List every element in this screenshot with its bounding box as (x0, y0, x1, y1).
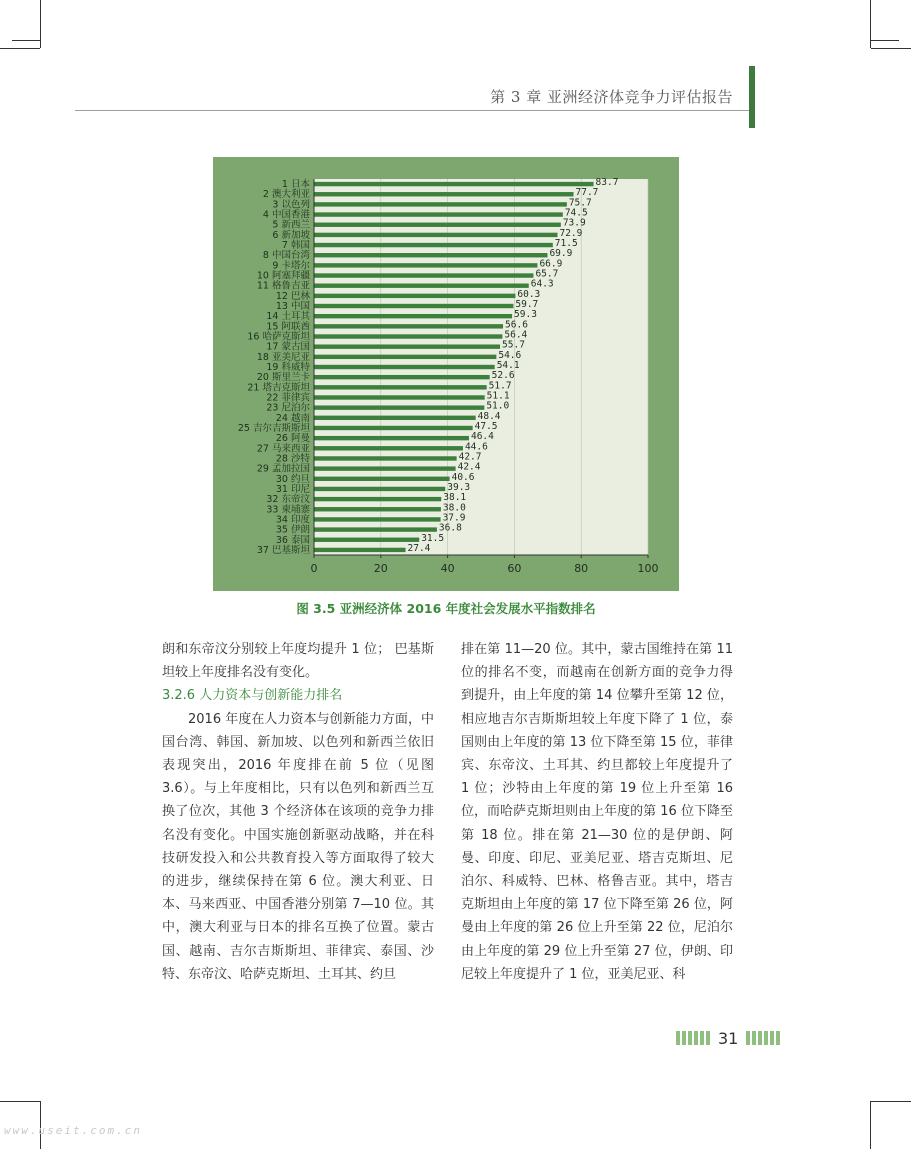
category-label: 17 蒙古国 (266, 341, 310, 353)
category-label: 19 科威特 (266, 362, 310, 373)
page-number-block (676, 1028, 780, 1048)
category-label: 12 巴林 (275, 290, 310, 302)
bar (314, 405, 484, 409)
page-stripes-right (746, 1031, 780, 1045)
crop-mark (40, 0, 41, 48)
bar (314, 436, 469, 440)
bar (314, 334, 502, 338)
value-label: 42.4 (457, 461, 481, 473)
category-label: 14 土耳其 (266, 311, 310, 323)
value-label: 39.3 (447, 481, 471, 493)
category-label: 33 柬埔寨 (266, 504, 310, 516)
bar (314, 273, 533, 277)
category-label: 35 伊朗 (275, 524, 310, 536)
category-label: 30 约旦 (275, 473, 310, 485)
value-label: 72.9 (559, 227, 583, 239)
bar (314, 243, 553, 247)
value-label: 56.6 (505, 319, 528, 331)
bar (314, 456, 457, 460)
header-accent-bar (749, 66, 755, 128)
crop-mark (871, 48, 911, 49)
category-label: 29 孟加拉国 (256, 463, 310, 475)
bar (314, 263, 537, 267)
left-column (162, 638, 434, 986)
x-tick-label: 80 (574, 562, 589, 575)
value-label: 55.7 (502, 339, 525, 351)
bar (314, 507, 441, 511)
value-label: 51.7 (488, 380, 512, 392)
x-tick-label: 60 (507, 562, 522, 575)
category-label: 34 印度 (275, 514, 310, 526)
bar (314, 182, 594, 186)
bar (314, 497, 441, 501)
bar (314, 375, 490, 379)
bar (314, 446, 463, 450)
value-label: 27.4 (407, 542, 431, 554)
value-label: 37.9 (442, 512, 466, 524)
watermark: www.useit.com.cn (4, 1124, 142, 1137)
value-label: 54.1 (496, 360, 520, 371)
category-label: 16 哈萨克斯坦 (247, 331, 310, 343)
bar (314, 324, 503, 328)
category-label: 15 阿联酋 (266, 321, 310, 333)
bar (314, 527, 437, 531)
page-number: 31 (718, 1028, 739, 1048)
category-label: 31 印尼 (275, 483, 310, 495)
page-stripes-left (676, 1031, 710, 1045)
value-label: 40.6 (451, 471, 475, 483)
bar (314, 355, 496, 359)
paragraph: 2016 年度在人力资本与创新能力方面，中国台湾、韩国、新加坡、以色列和新西兰依旧表现突出，2016 年度排在前 5 位（见图 3.6）。与上年度相比，只有以色列和新西兰互换了位次，其他 3 个经济体在该项的竞争力排名没有变化。中国实施创新驱动战略，并在科技研发投入和公共教育投入等方面取得了较大的进步，继续保持在第 6 位。澳大利亚、日本、马来西亚、中国香港分别第 7—10 位。其中，澳大利亚与日本的排名互换了位置。蒙古国、越南、吉尔吉斯斯坦、菲律宾、泰国、沙特、东帝汶、哈萨克斯坦、土耳其、约旦 (162, 711, 434, 982)
value-label: 77.7 (575, 187, 599, 199)
bar (314, 192, 574, 196)
category-label: 28 沙特 (275, 453, 310, 465)
right-column (461, 638, 733, 986)
category-label: 23 尼泊尔 (266, 402, 310, 414)
bar (314, 487, 445, 491)
category-label: 2 澳大利亚 (262, 189, 310, 201)
value-label: 51.0 (486, 400, 510, 412)
bar (314, 426, 473, 430)
value-label: 65.7 (535, 268, 559, 280)
crop-mark (871, 1101, 911, 1102)
category-label: 5 新西兰 (272, 219, 310, 231)
value-label: 48.4 (477, 410, 501, 422)
category-label: 9 卡塔尔 (272, 260, 310, 272)
value-label: 74.5 (564, 207, 588, 219)
value-label: 66.9 (539, 258, 563, 270)
crop-mark (870, 1101, 871, 1149)
category-label: 18 亚美尼亚 (256, 351, 310, 363)
value-label: 51.1 (486, 390, 510, 402)
bar (314, 395, 485, 399)
category-label: 1 日本 (281, 179, 310, 191)
section-heading: 3.2.6 人力资本与创新能力排名 (162, 688, 343, 704)
category-label: 8 中国台湾 (262, 250, 310, 262)
value-label: 83.7 (595, 177, 619, 189)
bar (314, 538, 419, 542)
value-label: 44.6 (464, 441, 488, 453)
paragraph: 朗和东帝汶分别较上年度均提升 1 位； 巴基斯坦较上年度排名没有变化。 (162, 642, 434, 681)
category-label: 37 巴基斯坦 (256, 544, 310, 556)
category-label: 3 以色列 (272, 199, 310, 211)
crop-mark (12, 40, 40, 41)
value-label: 31.5 (421, 532, 445, 544)
category-label: 11 格鲁吉亚 (256, 280, 310, 292)
crop-mark (0, 1101, 40, 1102)
bar-chart (213, 157, 679, 591)
bar (314, 223, 561, 227)
value-label: 52.6 (491, 370, 515, 382)
value-label: 54.6 (498, 349, 522, 361)
value-label: 38.1 (443, 492, 467, 504)
bar (314, 517, 441, 521)
value-label: 69.9 (549, 248, 573, 260)
bar (314, 202, 567, 206)
category-label: 21 塔吉克斯坦 (247, 382, 310, 394)
bar (314, 385, 487, 389)
bar (314, 466, 456, 470)
category-label: 26 阿曼 (275, 433, 310, 445)
category-label: 24 越南 (275, 412, 310, 424)
bar (314, 548, 406, 552)
bar (314, 212, 563, 216)
category-label: 22 菲律宾 (266, 392, 310, 404)
x-tick-label: 40 (440, 562, 455, 575)
category-label: 36 泰国 (275, 534, 310, 546)
value-label: 75.7 (568, 197, 592, 209)
value-label: 71.5 (554, 238, 578, 250)
value-label: 56.4 (504, 329, 528, 341)
bar (314, 477, 450, 481)
value-label: 60.3 (517, 288, 541, 300)
crop-mark (0, 48, 40, 49)
bar (314, 233, 557, 237)
value-label: 36.8 (438, 522, 462, 534)
bar-chart-svg (213, 157, 679, 591)
category-label: 13 中国 (275, 301, 310, 313)
value-label: 73.9 (562, 217, 586, 229)
category-label: 27 马来西亚 (256, 443, 310, 455)
figure-caption: 图 3.5 亚洲经济体 2016 年度社会发展水平指数排名 (296, 601, 596, 616)
value-label: 46.4 (470, 431, 494, 443)
bar (314, 314, 512, 318)
category-label: 32 东帝汶 (266, 494, 310, 506)
value-label: 59.7 (515, 299, 539, 311)
value-label: 64.3 (530, 278, 554, 290)
category-label: 10 阿塞拜疆 (256, 270, 310, 282)
value-label: 38.0 (442, 502, 466, 514)
bar (314, 294, 515, 298)
bar (314, 284, 529, 288)
bar (314, 253, 547, 257)
bar (314, 304, 513, 308)
category-label: 25 吉尔吉斯斯坦 (237, 422, 310, 434)
category-label: 4 中国香港 (262, 209, 310, 221)
category-label: 20 斯里兰卡 (256, 372, 310, 384)
value-label: 47.5 (474, 420, 498, 432)
value-label: 42.7 (458, 451, 482, 463)
bar (314, 365, 495, 369)
category-label: 7 韩国 (281, 240, 310, 252)
bar (314, 344, 500, 348)
category-label: 6 新加坡 (272, 229, 310, 241)
paragraph: 排在第 11—20 位。其中，蒙古国维持在第 11 位的排名不变，而越南在创新方面的竞争力得到提升，由上年度的第 14 位攀升至第 12 位，相应地吉尔吉斯斯坦较上年度下降了 1 位，泰国则由上年度的第 13 位下降至第 15 位，菲律宾、东帝汶、土耳其、约旦都较上年度提升了 1 位；沙特由上年度的第 19 位上升至第 16 位，而哈萨克斯坦则由上年度的第 16 位下降至第 18 位。排在第 21—30 位的是伊朗、阿曼、印度、印尼、亚美尼亚、塔吉克斯坦、尼泊尔、科威特、巴林、格鲁吉亚。其中，塔吉克斯坦由上年度的第 17 位下降至第 26 位，阿曼由上年度的第 26 位上升至第 22 位，尼泊尔由上年度的第 29 位上升至第 27 位，伊朗、印尼较上年度提升了 1 位，亚美尼亚、科 (461, 642, 733, 982)
bar (314, 416, 476, 420)
x-tick-label: 0 (310, 562, 318, 575)
header-rule (75, 110, 749, 111)
value-label: 59.3 (514, 309, 537, 321)
chapter-title: 第 3 章 亚洲经济体竞争力评估报告 (490, 88, 733, 106)
crop-mark (871, 40, 899, 41)
x-tick-label: 20 (373, 562, 388, 575)
x-tick-label: 100 (637, 562, 659, 575)
